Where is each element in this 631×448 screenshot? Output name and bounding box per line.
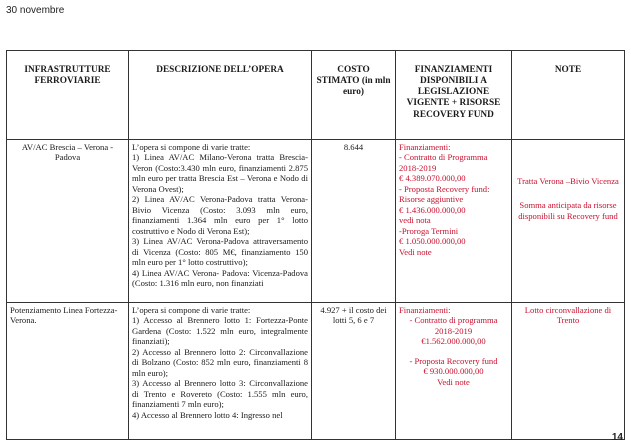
- header-notes: NOTE: [512, 51, 625, 140]
- description-line: 4) Linea AV/AC Verona- Padova: Vicenza-Padova (Costo: 1.316 mln euro, non finanziati: [132, 267, 308, 289]
- page-number: 14: [611, 432, 623, 443]
- funding-line: - Proposta Recovery fund: [409, 355, 498, 366]
- cell-description: [129, 303, 312, 440]
- cell-infrastructure: Potenziamento Linea Fortezza-Verona.: [7, 303, 129, 440]
- description-line: 2) Accesso al Brennero lotto 2: Circonvallazione di Bolzano (Costo: 852 mln euro, finanziamenti 8 mln euro);: [132, 346, 308, 378]
- note-line: Lotto circonvallazione di Trento: [524, 305, 612, 326]
- cell-notes: [512, 303, 625, 440]
- cell-infrastructure: AV/AC Brescia – Verona - Padova: [7, 140, 129, 303]
- cell-cost: 8.644: [312, 140, 396, 303]
- description-line: 1) Linea AV/AC Milano-Verona tratta Brescia-Veron (Costo:3.430 mln euro, finanziamenti 2.875 mln euro per tratta Brescia Est – Verona e Nodo di Verona Ovest);: [132, 152, 308, 194]
- cell-description: [129, 140, 312, 303]
- document-date: 30 novembre: [6, 5, 65, 16]
- funding-line: - Proposta Recovery fund: Risorse aggiuntive: [399, 183, 490, 205]
- description-line: 3) Accesso al Brennero lotto 3: Circonvallazione di Trento e Rovereto (Costo: 1.555 mln euro, finanziamenti 7 mln euro);: [132, 378, 308, 410]
- table-row: [7, 140, 625, 303]
- funding-line: € 1.436.000.000,00: [399, 204, 466, 215]
- funding-line: Vedi note: [437, 376, 470, 387]
- header-description: DESCRIZIONE DELL’OPERA: [129, 51, 312, 140]
- description-line: 2) Linea AV/AC Verona-Padova tratta Verona-Bivio Vicenza (Costo: 3.093 mln euro, finanziamenti 1.364 mln euro per 1° lotto costruttivo e Nodo di Verona Est);: [132, 194, 308, 236]
- description-line: L’opera si compone di varie tratte:: [132, 142, 251, 152]
- funding-line: Finanziamenti:: [399, 305, 451, 315]
- funding-line: - Contratto di programma 2018-2019: [409, 315, 498, 336]
- description-line: 1) Accesso al Brennero lotto 1: Fortezza-Ponte Gardena (Costo: 1.522 mln euro, integralmente finanziati);: [132, 315, 308, 347]
- note-line: Tratta Verona –Bivio Vicenza: [517, 176, 619, 186]
- cell-cost: 4.927 + il costo dei lotti 5, 6 e 7: [312, 303, 396, 440]
- header-funding: FINANZIAMENTI DISPONIBILI A LEGISLAZIONE VIGENTE + RISORSE RECOVERY FUND: [396, 51, 512, 140]
- funding-line: € 1.050.000.000,00: [399, 236, 466, 247]
- cell-funding: [396, 140, 512, 303]
- funding-line: €1.562.000.000,00: [421, 336, 486, 347]
- funding-line: - Contratto di Programma 2018-2019: [399, 152, 488, 173]
- cell-notes: [512, 140, 625, 303]
- table-row: [7, 303, 625, 440]
- funding-line: Finanziamenti:: [399, 142, 451, 152]
- funding-line: -Proroga Termini: [399, 225, 459, 236]
- header-infrastructure: INFRASTRUTTURE FERROVIARIE: [7, 51, 129, 140]
- funding-line: Vedi note: [399, 246, 432, 257]
- funding-line: € 4.389.070.000,00: [399, 173, 466, 184]
- cell-funding: [396, 303, 512, 440]
- note-line: Somma anticipata da risorse disponibili su Recovery fund: [518, 200, 618, 221]
- table-header-row: [7, 51, 625, 140]
- funding-line: vedi nota: [399, 215, 431, 226]
- description-line: L’opera si compone di varie tratte:: [132, 305, 251, 315]
- header-cost: COSTO STIMATO (in mln euro): [312, 51, 396, 140]
- funding-line: € 930.000.000,00: [423, 366, 484, 377]
- description-line: 3) Linea AV/AC Verona-Padova attraversamento di Vicenza (Costo: 805 M€, finanziamento 150 mln euro per 1° lotto costruttivo);: [132, 236, 308, 268]
- infrastructure-table: [6, 50, 625, 440]
- description-line: 4) Accesso al Brennero lotto 4: Ingresso nel: [132, 409, 283, 420]
